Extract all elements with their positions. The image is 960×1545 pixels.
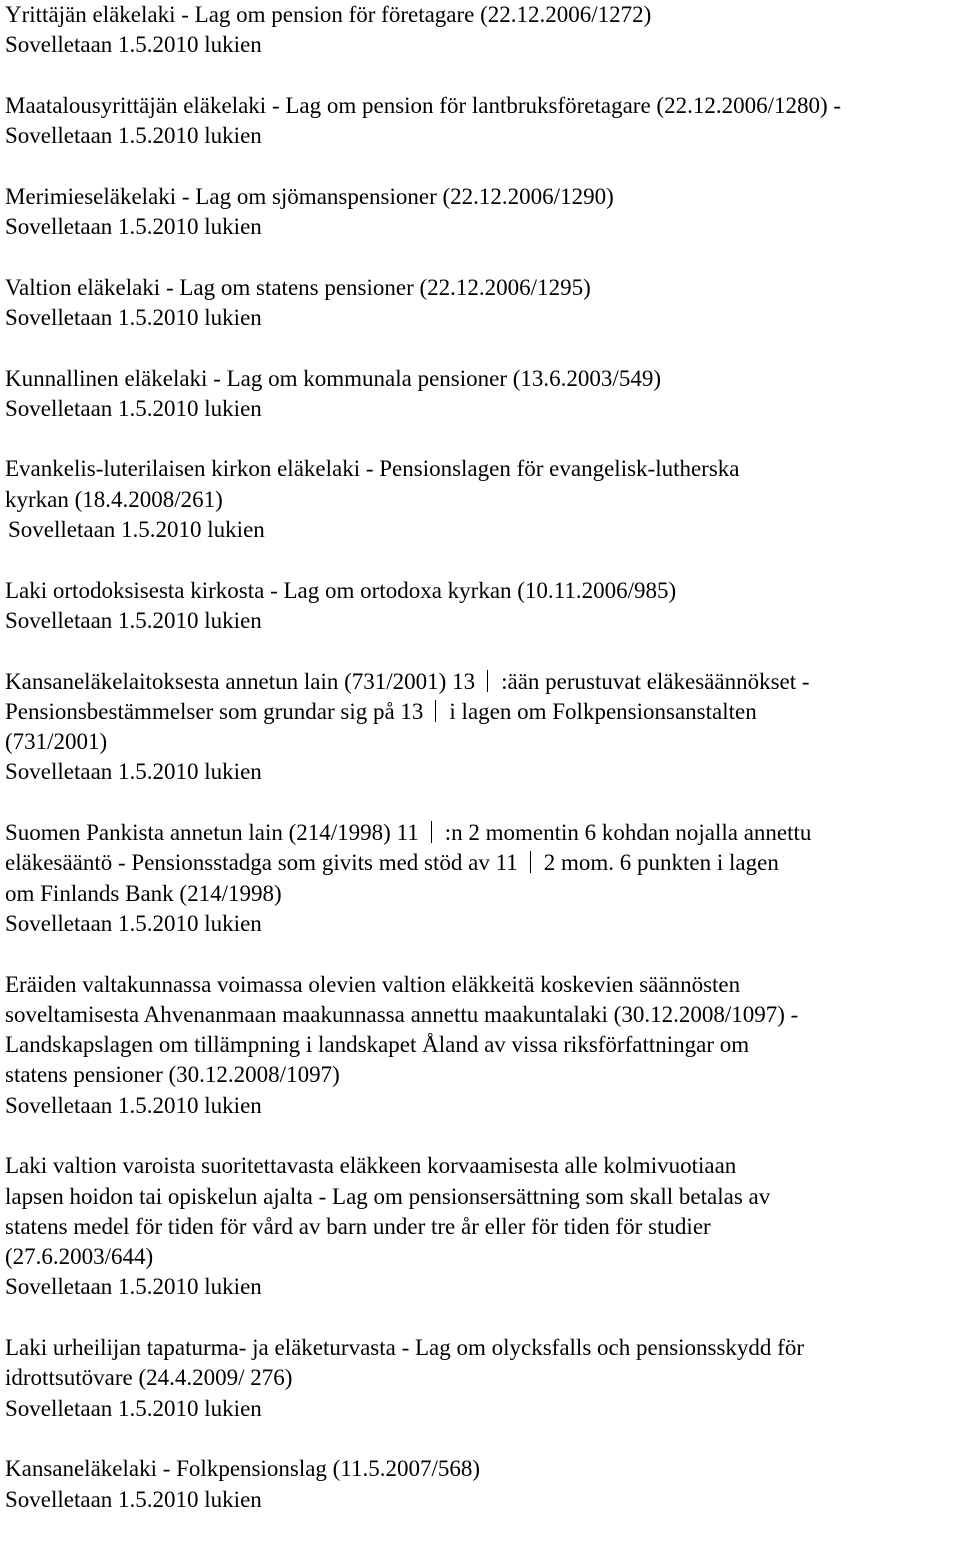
effective-date: Sovelletaan 1.5.2010 lukien — [5, 1486, 262, 1512]
title-part: Suomen Pankista annetun lain (214/1998) 11 — [5, 820, 419, 846]
effective-date: Sovelletaan 1.5.2010 lukien — [5, 1274, 262, 1300]
law-title: Kunnallinen eläkelaki - Lag om kommunala pensioner (13.6.2003/549) — [5, 365, 661, 391]
effective-date: Sovelletaan 1.5.2010 lukien — [5, 304, 262, 330]
title-part: i lagen om Folkpensionsanstalten (731/2001) — [5, 698, 757, 755]
law-title: Maatalousyrittäjän eläkelaki - Lag om pension för lantbruksföretagare (22.12.2006/1280) - — [5, 92, 842, 118]
section-mark-icon — [478, 669, 498, 693]
effective-date: Sovelletaan 1.5.2010 lukien — [5, 1092, 262, 1118]
effective-date: Sovelletaan 1.5.2010 lukien — [5, 214, 262, 240]
title-part: 2 mom. 6 punkten i lagen om Finlands Bank (214/1998) — [5, 850, 779, 906]
law-entry — [5, 273, 955, 334]
law-entry — [5, 1454, 955, 1515]
title-part: :ään perustuvat eläkesäännökset - Pensionsbestämmelser som grundar sig på 13 — [5, 668, 810, 724]
law-entry — [5, 91, 955, 152]
title-part: Kansaneläkelaitoksesta annetun lain (731/2001) 13 — [5, 668, 476, 694]
law-entry — [5, 1151, 955, 1302]
law-entry — [5, 818, 955, 939]
law-title: Eräiden valtakunnassa voimassa olevien valtion eläkkeitä koskevien säännösten soveltamisesta Ahvenanmaan maakunnassa annettu maakuntalaki (30.12.2008/1097) - Landskapslagen om tillämpning i landskapet Åland av vissa riksförfattningar om statens pensioner (30.12.2008/1097) — [5, 971, 799, 1088]
law-entry — [5, 1333, 955, 1424]
effective-date: Sovelletaan 1.5.2010 lukien — [5, 1395, 262, 1421]
law-title: Evankelis-luterilaisen kirkon eläkelaki - Pensionslagen för evangelisk-lutherska kyrkan (18.4.2008/261) — [5, 456, 740, 512]
section-mark-icon — [521, 850, 541, 874]
title-part: :n 2 momentin 6 kohdan nojalla annettu eläkesääntö - Pensionsstadga som givits med stöd av 11 — [5, 820, 812, 876]
section-mark-icon — [422, 820, 442, 844]
law-entry — [5, 970, 955, 1121]
effective-date: Sovelletaan 1.5.2010 lukien — [5, 123, 262, 149]
document-body — [5, 0, 955, 1545]
law-title: Laki valtion varoista suoritettavasta eläkkeen korvaamisesta alle kolmivuotiaan lapsen hoidon tai opiskelun ajalta - Lag om pensionsersättning som skall betalas av statens medel för tiden för vård av barn under tre år eller för tiden för studier (27.6.2003/644) — [5, 1153, 771, 1270]
law-entry — [5, 182, 955, 243]
section-mark-icon — [426, 699, 446, 723]
law-title — [5, 667, 955, 758]
law-title: Kansaneläkelaki - Folkpensionslag (11.5.2007/568) — [5, 1456, 481, 1482]
law-entry — [5, 0, 955, 61]
law-title: Laki urheilijan tapaturma- ja eläketurvasta - Lag om olycksfalls och pensionsskydd för idrottsutövare (24.4.2009/ 276) — [5, 1335, 805, 1391]
effective-date: Sovelletaan 1.5.2010 lukien — [5, 607, 262, 633]
law-entry — [5, 454, 955, 545]
effective-date: Sovelletaan 1.5.2010 lukien — [5, 32, 262, 58]
law-title: Merimieseläkelaki - Lag om sjömanspensioner (22.12.2006/1290) — [5, 183, 614, 209]
law-title: Yrittäjän eläkelaki - Lag om pension för företagare (22.12.2006/1272) — [5, 2, 652, 27]
law-entry — [5, 576, 955, 637]
effective-date: Sovelletaan 1.5.2010 lukien — [5, 759, 262, 785]
law-title — [5, 818, 955, 909]
law-title: Laki ortodoksisesta kirkosta - Lag om ortodoxa kyrkan (10.11.2006/985) — [5, 577, 677, 603]
law-entry — [5, 364, 955, 425]
effective-date: Sovelletaan 1.5.2010 lukien — [5, 395, 262, 421]
law-title: Valtion eläkelaki - Lag om statens pensioner (22.12.2006/1295) — [5, 274, 591, 300]
effective-date: Sovelletaan 1.5.2010 lukien — [8, 517, 265, 543]
effective-date: Sovelletaan 1.5.2010 lukien — [5, 910, 262, 936]
law-entry — [5, 667, 955, 788]
